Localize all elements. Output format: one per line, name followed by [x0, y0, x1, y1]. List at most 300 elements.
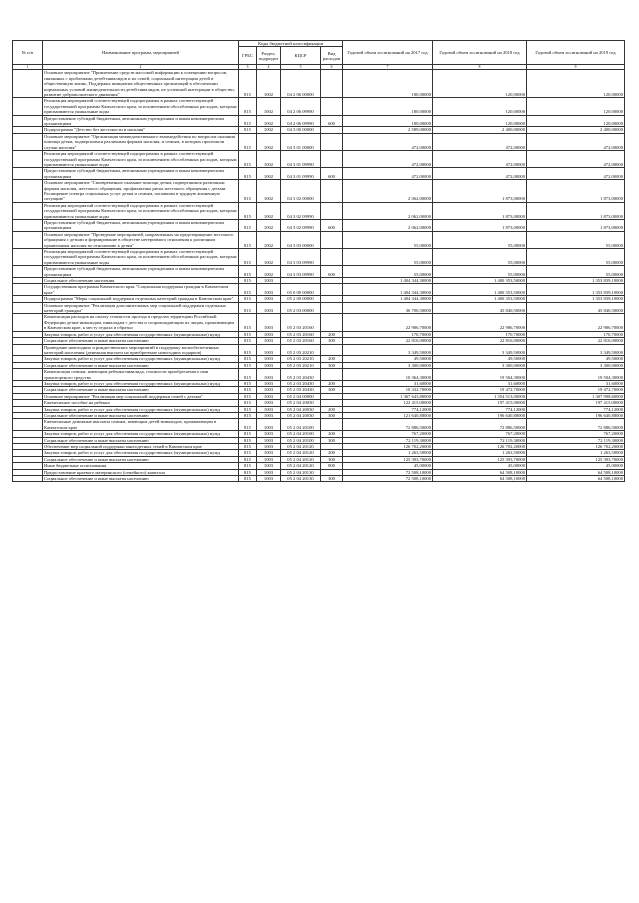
cell-y2017: 55,00000	[343, 231, 433, 248]
cell-kcsr: 04 3 00 00000	[281, 127, 321, 133]
cell-num	[13, 419, 43, 431]
cell-name: Социальное обеспечение и иные выплаты населению	[43, 338, 239, 344]
cell-y2017: 31,60000	[343, 380, 433, 386]
cell-kcsr: 05 2 04 20030	[281, 400, 321, 406]
cell-vid: 200	[321, 380, 343, 386]
cell-kcsr: 05 2 04 20100	[281, 419, 321, 431]
cell-kcsr: 05 2 00 00000	[281, 296, 321, 302]
cell-vid	[321, 180, 343, 203]
cell-razdel: 1003	[257, 302, 281, 314]
cell-grbs: 815	[239, 284, 257, 296]
cell-vid: 300	[321, 387, 343, 393]
cell-name: Закупка товаров, работ и услуг для обеспечения государственных (муниципальных) нужд	[43, 356, 239, 362]
header-vid: Вид расходов	[321, 47, 343, 65]
cell-razdel: 1002	[257, 151, 281, 168]
cell-kcsr: 04 3 02 09990	[281, 202, 321, 219]
cell-grbs: 815	[239, 302, 257, 314]
cell-name: Реализация мероприятий соответствующей подпрограммы в рамках соответствующей государственной программы Камчатского края, за исключением обособленных расходов, которым присваиваются уникальные коды	[43, 249, 239, 266]
cell-y2018: 3 349,50000	[433, 344, 527, 356]
cell-vid: 300	[321, 412, 343, 418]
cell-y2018: 1 400 353,50000	[433, 278, 527, 284]
cell-y2019: 125 393,70000	[527, 456, 625, 462]
cell-num	[13, 219, 43, 231]
cell-name: Социальное обеспечение населения	[43, 278, 239, 284]
cell-y2018: 1 873,00000	[433, 180, 527, 203]
cell-y2019: 45,00000	[527, 463, 625, 469]
cell-y2017: 3 300,00000	[343, 362, 433, 368]
cell-y2018: 1 400 353,50000	[433, 284, 527, 296]
cell-y2017: 125 393,70000	[343, 456, 433, 462]
cell-y2018: 1 873,00000	[433, 219, 527, 231]
cell-kcsr: 04 2 06 09990	[281, 98, 321, 115]
cell-y2018: 767,20000	[433, 431, 527, 437]
cell-razdel: 1003	[257, 356, 281, 362]
cell-vid: 600	[321, 219, 343, 231]
cell-name: Предоставление субсидий бюджетным, автономным учреждениям и иным некоммерческим организациям	[43, 168, 239, 180]
cell-y2017: 180,00000	[343, 115, 433, 127]
cell-name: Социальное обеспечение и иные выплаты населению	[43, 476, 239, 482]
header-grbs: ГРБС	[239, 47, 257, 65]
cell-vid	[321, 302, 343, 314]
cell-razdel: 1003	[257, 338, 281, 344]
header-name: Наименование программ, мероприятий	[43, 41, 239, 65]
cell-y2018: 55,00000	[433, 266, 527, 278]
table-row	[13, 231, 625, 248]
cell-y2017: 3 349,50000	[343, 344, 433, 356]
cell-razdel: 1003	[257, 344, 281, 356]
table-row	[13, 70, 625, 98]
cell-razdel: 1002	[257, 70, 281, 98]
cell-num	[13, 202, 43, 219]
header-razdel: Раздел, подраздел	[257, 47, 281, 65]
cell-y2017: 10 332,70000	[343, 387, 433, 393]
cell-y2019: 472,00000	[527, 133, 625, 150]
cell-y2019: 3 349,50000	[527, 344, 625, 356]
cell-num	[13, 70, 43, 98]
cell-razdel: 1003	[257, 463, 281, 469]
table-row	[13, 168, 625, 180]
table-body	[13, 70, 625, 482]
cell-vid: 200	[321, 356, 343, 362]
header-year-2018: Годовой объем ассигнований на 2018 год	[433, 41, 527, 65]
cell-grbs: 815	[239, 249, 257, 266]
table-row	[13, 115, 625, 127]
cell-y2018: 64 508,10000	[433, 469, 527, 475]
cell-y2017: 180,00000	[343, 70, 433, 98]
header-num: № п/п	[13, 41, 43, 65]
table-row	[13, 314, 625, 331]
cell-kcsr: 05 2 04 20120	[281, 444, 321, 450]
cell-y2018: 45 840,50000	[433, 302, 527, 314]
cell-y2019: 120,00000	[527, 98, 625, 115]
cell-y2019: 49,50000	[527, 356, 625, 362]
cell-vid: 600	[321, 168, 343, 180]
cell-y2017: 121 640,88000	[343, 412, 433, 418]
cell-razdel: 1003	[257, 393, 281, 399]
cell-y2019: 472,00000	[527, 168, 625, 180]
cell-kcsr: 05 2 03 20160	[281, 331, 321, 337]
cell-vid: 600	[321, 266, 343, 278]
cell-y2017: 72 508,10000	[343, 476, 433, 482]
cell-grbs: 815	[239, 344, 257, 356]
column-number: 1	[13, 65, 43, 70]
cell-kcsr: 04 3 03 09990	[281, 249, 321, 266]
cell-y2018: 64 508,10000	[433, 476, 527, 482]
cell-y2017: 774,12000	[343, 406, 433, 412]
cell-y2018: 55,00000	[433, 249, 527, 266]
cell-y2018: 1 873,00000	[433, 202, 527, 219]
cell-y2019: 126 702,20000	[527, 444, 625, 450]
cell-razdel: 1003	[257, 284, 281, 296]
cell-vid: 300	[321, 476, 343, 482]
cell-y2018: 774,12000	[433, 406, 527, 412]
cell-y2019: 2 400,00000	[527, 127, 625, 133]
cell-y2019: 120,00000	[527, 70, 625, 98]
cell-y2018: 472,00000	[433, 133, 527, 150]
cell-vid: 600	[321, 115, 343, 127]
cell-kcsr: 04 3 03 09990	[281, 266, 321, 278]
cell-name: Подпрограмма "Детство без жестокости и насилия"	[43, 127, 239, 133]
cell-name: Основное мероприятие "Организация межведомственного взаимодействия по вопросам оказания помощи детям, подвергшимся различным формам насилия, и семьям, в которых произошли случаи насилия"	[43, 133, 239, 150]
budget-table	[12, 40, 625, 482]
cell-razdel: 1003	[257, 431, 281, 437]
cell-name: Реализация мероприятий соответствующей подпрограммы в рамках соответствующей государственной программы Камчатского края, за исключением обособленных расходов, которым присваиваются уникальные коды	[43, 151, 239, 168]
cell-name: Компенсация расходов на оплату стоимости проезда в пределах территории Российской Федерации детям-инвалидам, инвалидам с детства и сопровождающим их лицам, проживающим в Камчатском крае, к месту отдыха и обратно	[43, 314, 239, 331]
cell-kcsr: 05 0 00 00000	[281, 284, 321, 296]
cell-y2019: 3 300,00000	[527, 362, 625, 368]
cell-kcsr: 05 2 03 20160	[281, 338, 321, 344]
cell-razdel: 1003	[257, 331, 281, 337]
cell-kcsr: 05 2 03 20160	[281, 314, 321, 331]
cell-y2019: 72 886,50000	[527, 419, 625, 431]
cell-y2018: 196 640,88000	[433, 412, 527, 418]
cell-y2017: 49,50000	[343, 356, 433, 362]
table-row	[13, 284, 625, 296]
cell-razdel: 1002	[257, 231, 281, 248]
cell-razdel: 1002	[257, 115, 281, 127]
cell-kcsr: 05 2 03 20430	[281, 369, 321, 381]
cell-razdel: 1003	[257, 412, 281, 418]
cell-grbs: 815	[239, 296, 257, 302]
cell-name: Реализация мероприятий соответствующей подпрограммы в рамках соответствующей государственной программы Камчатского края, за исключением обособленных расходов, которым присваиваются уникальные коды	[43, 98, 239, 115]
cell-num	[13, 476, 43, 482]
column-number: 9	[527, 65, 625, 70]
cell-razdel: 1002	[257, 202, 281, 219]
cell-y2017: 1 404 344,30000	[343, 284, 433, 296]
cell-y2017: 472,00000	[343, 168, 433, 180]
cell-y2019: 55,00000	[527, 249, 625, 266]
cell-name: Ежемесячные денежные выплаты семьям, имеющим детей-инвалидов, проживающим в Камчатском крае	[43, 419, 239, 431]
cell-kcsr: 05 2 03 20210	[281, 344, 321, 356]
table-row	[13, 302, 625, 314]
cell-razdel: 1003	[257, 444, 281, 450]
cell-grbs: 815	[239, 180, 257, 203]
cell-y2018: 19 472,70000	[433, 387, 527, 393]
cell-razdel: 1003	[257, 419, 281, 431]
cell-vid: 200	[321, 331, 343, 337]
cell-kcsr: 05 2 04 20130	[281, 476, 321, 482]
cell-y2019: 196 640,88000	[527, 412, 625, 418]
cell-grbs: 815	[239, 463, 257, 469]
cell-y2017: 36 700,50000	[343, 302, 433, 314]
cell-kcsr: 05 2 04 20030	[281, 406, 321, 412]
cell-y2018: 72 119,30000	[433, 437, 527, 443]
table-row	[13, 419, 625, 431]
cell-y2017: 126 702,20000	[343, 444, 433, 450]
table-row	[13, 202, 625, 219]
cell-num	[13, 266, 43, 278]
header-year-2019: Годовой объем ассигнований на 2019 год	[527, 41, 625, 65]
cell-grbs: 815	[239, 431, 257, 437]
cell-y2019: 1 263,50000	[527, 450, 625, 456]
cell-num	[13, 231, 43, 248]
cell-y2019: 19 504,30000	[527, 369, 625, 381]
cell-razdel: 1002	[257, 127, 281, 133]
cell-name: Социальное обеспечение и иные выплаты населению	[43, 362, 239, 368]
cell-y2019: 1 873,00000	[527, 202, 625, 219]
cell-name: Основное мероприятие "Проведение мероприятий, направленных на предотвращение жестокого обращения с детьми и формирование в обществе нетерпимого отношения к различным проявлениям насилия по отношению к детям"	[43, 231, 239, 248]
cell-kcsr: 04 2 06 09990	[281, 115, 321, 127]
cell-y2019: 1 873,00000	[527, 180, 625, 203]
table-row	[13, 266, 625, 278]
cell-y2017: 22 986,70000	[343, 314, 433, 331]
cell-kcsr: 05 2 03 20430	[281, 387, 321, 393]
cell-kcsr: 04 3 01 00000	[281, 133, 321, 150]
cell-name: Закупка товаров, работ и услуг для обеспечения государственных (муниципальных) нужд	[43, 450, 239, 456]
cell-num	[13, 151, 43, 168]
cell-kcsr: 05 2 03 20210	[281, 356, 321, 362]
cell-vid: 300	[321, 338, 343, 344]
cell-grbs: 815	[239, 419, 257, 431]
cell-y2018: 1 354 513,00000	[433, 393, 527, 399]
cell-name: Основное мероприятие "Своевременное оказание помощи детям, подвергшимся различным формам насилия, жестокого обращения, профилактика риска жестокого обращения с детьми. Расширение спектра социальных услуг детям и семьям, попавшим в трудную жизненную ситуацию"	[43, 180, 239, 203]
cell-grbs: 815	[239, 356, 257, 362]
cell-razdel: 1003	[257, 456, 281, 462]
cell-y2017: 767,20000	[343, 431, 433, 437]
cell-kcsr: 05 2 04 00000	[281, 393, 321, 399]
cell-vid	[321, 284, 343, 296]
cell-name: Предоставление субсидий бюджетным, автономным учреждениям и иным некоммерческим организациям	[43, 219, 239, 231]
cell-y2018: 120,00000	[433, 98, 527, 115]
cell-y2017: 72 886,50000	[343, 419, 433, 431]
cell-name: Государственная программа Камчатского края "Социальная поддержка граждан в Камчатском крае"	[43, 284, 239, 296]
cell-vid	[321, 419, 343, 431]
cell-num	[13, 344, 43, 356]
cell-name: Закупка товаров, работ и услуг для обеспечения государственных (муниципальных) нужд	[43, 331, 239, 337]
cell-y2017: 72 508,10000	[343, 469, 433, 475]
cell-num	[13, 302, 43, 314]
cell-y2018: 72 886,50000	[433, 419, 527, 431]
cell-grbs: 815	[239, 437, 257, 443]
cell-razdel: 1002	[257, 168, 281, 180]
cell-grbs: 815	[239, 98, 257, 115]
cell-name: Закупка товаров, работ и услуг для обеспечения государственных (муниципальных) нужд	[43, 431, 239, 437]
cell-name: Предоставление субсидий бюджетным, автономным учреждениям и иным некоммерческим организациям	[43, 266, 239, 278]
cell-grbs: 815	[239, 168, 257, 180]
cell-y2019: 55,00000	[527, 266, 625, 278]
cell-kcsr: 04 3 02 09990	[281, 219, 321, 231]
cell-grbs: 815	[239, 133, 257, 150]
header-year-2017: Годовой объем ассигнований на 2017 год	[343, 41, 433, 65]
table-row	[13, 133, 625, 150]
cell-y2019: 45 840,50000	[527, 302, 625, 314]
cell-razdel: 1003	[257, 476, 281, 482]
cell-y2019: 72 119,30000	[527, 437, 625, 443]
cell-y2017: 2 062,00000	[343, 202, 433, 219]
table-row	[13, 180, 625, 203]
cell-y2017: 10 364,30000	[343, 369, 433, 381]
cell-num	[13, 314, 43, 331]
cell-razdel: 1003	[257, 380, 281, 386]
cell-razdel: 1003	[257, 296, 281, 302]
cell-y2019: 1 353 839,10000	[527, 278, 625, 284]
cell-y2019: 64 508,10000	[527, 469, 625, 475]
cell-razdel: 1003	[257, 314, 281, 331]
cell-kcsr: 05 2 03 00000	[281, 302, 321, 314]
cell-razdel: 1003	[257, 362, 281, 368]
column-number: 7	[343, 65, 433, 70]
column-number: 3	[239, 65, 257, 70]
cell-y2017: 2 589,00000	[343, 127, 433, 133]
cell-vid: 200	[321, 450, 343, 456]
cell-y2019: 472,00000	[527, 151, 625, 168]
cell-grbs: 815	[239, 476, 257, 482]
cell-kcsr: 05 2 03 20430	[281, 380, 321, 386]
cell-name: Иные бюджетные ассигнования	[43, 463, 239, 469]
cell-razdel: 1003	[257, 278, 281, 284]
cell-y2019: 1 353 839,10000	[527, 284, 625, 296]
cell-y2017: 45,00000	[343, 463, 433, 469]
cell-y2018: 126 702,20000	[433, 444, 527, 450]
cell-grbs: 815	[239, 400, 257, 406]
cell-y2017: 122 415,00000	[343, 400, 433, 406]
cell-name: Социальное обеспечение и иные выплаты населению	[43, 387, 239, 393]
cell-y2017: 72 119,30000	[343, 437, 433, 443]
cell-name: Основное мероприятие "Реализация мер социальной поддержки семей с детьми"	[43, 393, 239, 399]
cell-kcsr: 05 2 04 20120	[281, 450, 321, 456]
cell-kcsr: 05 2 03 20210	[281, 362, 321, 368]
cell-name: Закупка товаров, работ и услуг для обеспечения государственных (муниципальных) нужд	[43, 380, 239, 386]
cell-vid	[321, 98, 343, 115]
table-row	[13, 219, 625, 231]
cell-y2018: 2 400,00000	[433, 127, 527, 133]
cell-grbs: 815	[239, 406, 257, 412]
cell-name: Закупка товаров, работ и услуг для обеспечения государственных (муниципальных) нужд	[43, 406, 239, 412]
cell-y2017: 2 062,00000	[343, 180, 433, 203]
cell-y2018: 472,00000	[433, 168, 527, 180]
cell-y2017: 22 816,00000	[343, 338, 433, 344]
cell-grbs: 815	[239, 469, 257, 475]
column-number: 4	[257, 65, 281, 70]
cell-y2017: 55,00000	[343, 249, 433, 266]
cell-y2018: 31,60000	[433, 380, 527, 386]
cell-vid	[321, 231, 343, 248]
cell-vid: 200	[321, 431, 343, 437]
cell-grbs: 815	[239, 219, 257, 231]
cell-vid: 300	[321, 362, 343, 368]
cell-num	[13, 98, 43, 115]
cell-y2019: 197 415,00000	[527, 400, 625, 406]
cell-grbs: 815	[239, 444, 257, 450]
cell-y2018: 120,00000	[433, 70, 527, 98]
cell-razdel: 1003	[257, 369, 281, 381]
cell-grbs: 815	[239, 127, 257, 133]
cell-vid	[321, 369, 343, 381]
cell-razdel: 1003	[257, 400, 281, 406]
cell-vid	[321, 133, 343, 150]
cell-grbs: 815	[239, 70, 257, 98]
cell-y2017: 1 404 344,30000	[343, 296, 433, 302]
cell-kcsr: 04 2 06 00000	[281, 70, 321, 98]
cell-y2017: 2 062,00000	[343, 219, 433, 231]
cell-y2017: 1 404 344,30000	[343, 278, 433, 284]
cell-y2018: 49,50000	[433, 356, 527, 362]
cell-grbs: 815	[239, 331, 257, 337]
cell-razdel: 1002	[257, 180, 281, 203]
cell-y2019: 31,60000	[527, 380, 625, 386]
cell-razdel: 1002	[257, 219, 281, 231]
cell-name: Реализация мероприятий соответствующей подпрограммы в рамках соответствующей государственной программы Камчатского края, за исключением обособленных расходов, которым присваиваются уникальные коды	[43, 202, 239, 219]
cell-y2019: 22 816,00000	[527, 338, 625, 344]
cell-y2018: 3 300,00000	[433, 362, 527, 368]
cell-y2018: 472,00000	[433, 151, 527, 168]
cell-kcsr: 05 2 04 20030	[281, 412, 321, 418]
cell-grbs: 815	[239, 266, 257, 278]
cell-name: Социальное обеспечение и иные выплаты населению	[43, 456, 239, 462]
header-kcsr: КЦСР	[281, 47, 321, 65]
cell-grbs: 815	[239, 412, 257, 418]
cell-grbs: 815	[239, 450, 257, 456]
cell-y2019: 64 508,10000	[527, 476, 625, 482]
budget-table-sheet	[12, 40, 624, 482]
cell-grbs: 815	[239, 115, 257, 127]
cell-num	[13, 168, 43, 180]
cell-y2018: 197 415,00000	[433, 400, 527, 406]
cell-vid	[321, 249, 343, 266]
cell-razdel: 1003	[257, 450, 281, 456]
cell-razdel: 1003	[257, 387, 281, 393]
cell-num	[13, 115, 43, 127]
cell-y2018: 45,00000	[433, 463, 527, 469]
cell-y2019: 22 986,70000	[527, 314, 625, 331]
cell-y2018: 170,70000	[433, 331, 527, 337]
cell-grbs: 815	[239, 231, 257, 248]
cell-grbs: 815	[239, 393, 257, 399]
cell-name: Социальное обеспечение и иные выплаты населению	[43, 412, 239, 418]
cell-y2017: 1 263,50000	[343, 450, 433, 456]
cell-name: Обеспечение мер социальной поддержки многодетных семей в Камчатском крае	[43, 444, 239, 450]
cell-y2017: 472,00000	[343, 151, 433, 168]
cell-razdel: 1002	[257, 133, 281, 150]
cell-grbs: 815	[239, 314, 257, 331]
cell-razdel: 1003	[257, 406, 281, 412]
cell-grbs: 815	[239, 387, 257, 393]
table-row	[13, 151, 625, 168]
cell-kcsr: 04 3 01 09990	[281, 168, 321, 180]
cell-y2017: 472,00000	[343, 133, 433, 150]
cell-name: Компенсация семьям, имеющим ребенка-инвалида, стоимости приобретаемого ими транспортного средства	[43, 369, 239, 381]
cell-y2019: 774,12000	[527, 406, 625, 412]
cell-razdel: 1002	[257, 266, 281, 278]
cell-num	[13, 133, 43, 150]
cell-y2019: 55,00000	[527, 231, 625, 248]
cell-name: Основное мероприятие "Реализация дополнительных мер социальной поддержки отдельных категорий граждан"	[43, 302, 239, 314]
cell-y2018: 22 986,70000	[433, 314, 527, 331]
cell-grbs: 815	[239, 338, 257, 344]
cell-vid	[321, 202, 343, 219]
table-row	[13, 369, 625, 381]
column-number: 2	[43, 65, 239, 70]
